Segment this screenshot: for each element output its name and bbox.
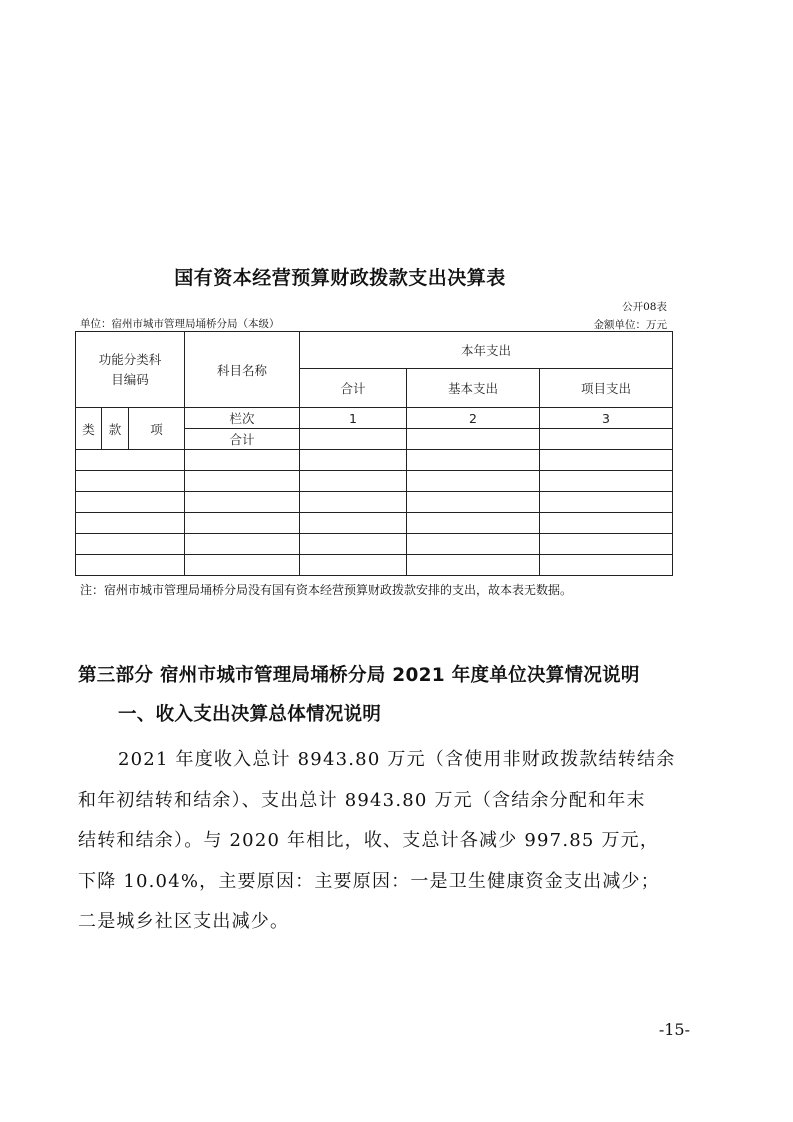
form-number: 公开08表	[622, 301, 667, 313]
column-number-1: 1	[300, 408, 407, 429]
header-total: 合计	[300, 369, 407, 408]
table-cell	[407, 492, 540, 513]
table-cell	[76, 513, 185, 534]
table-cell	[76, 555, 185, 576]
table-note: 注：宿州市城市管理局埇桥分局没有国有资本经营预算财政拨款安排的支出，故本表无数据。	[80, 583, 573, 597]
table-cell	[540, 534, 673, 555]
table-cell	[300, 471, 407, 492]
table-cell	[407, 429, 540, 450]
table-cell	[300, 450, 407, 471]
row-column-label: 栏次	[185, 408, 300, 429]
table-row	[76, 555, 673, 576]
header-project-expenditure: 项目支出	[540, 369, 673, 408]
table-cell	[76, 492, 185, 513]
code-kuan: 款	[102, 408, 129, 450]
table-cell	[407, 471, 540, 492]
row-total-label: 合计	[185, 429, 300, 450]
header-basic-expenditure: 基本支出	[407, 369, 540, 408]
table-cell	[540, 450, 673, 471]
table-cell	[300, 534, 407, 555]
header-category-code: 功能分类科目编码	[76, 332, 185, 408]
table-cell	[407, 450, 540, 471]
paragraph-line: 二是城乡社区支出减少。	[78, 911, 290, 932]
header-subject-name: 科目名称	[185, 332, 300, 408]
table-cell	[300, 513, 407, 534]
paragraph-line: 下降 10.04%，主要原因：主要原因：一是卫生健康资金支出减少；	[78, 870, 660, 892]
table-cell	[300, 429, 407, 450]
column-number-2: 2	[407, 408, 540, 429]
table-cell	[540, 471, 673, 492]
sub-heading: 一、收入支出决算总体情况说明	[118, 704, 382, 725]
table-cell	[407, 555, 540, 576]
body-paragraph	[78, 740, 698, 943]
amount-unit: 金额单位：万元	[593, 319, 667, 331]
header-current-year-expenditure: 本年支出	[300, 332, 673, 369]
table-cell	[185, 555, 300, 576]
table-cell	[185, 492, 300, 513]
paragraph-line: 和年初结转和结余）、支出总计 8943.80 万元（含结余分配和年末	[78, 789, 646, 811]
expenditure-table	[75, 331, 673, 576]
table-cell	[540, 513, 673, 534]
unit-label: 单位：宿州市城市管理局埇桥分局（本级）	[80, 318, 280, 330]
table-cell	[185, 513, 300, 534]
section-heading: 第三部分 宿州市城市管理局埇桥分局 2021 年度单位决算情况说明	[78, 665, 640, 686]
page-number: -15-	[658, 1020, 690, 1039]
code-lei: 类	[76, 408, 102, 450]
table-cell	[540, 492, 673, 513]
paragraph-line: 结转和结余）。与 2020 年相比，收、支总计各减少 997.85 万元，	[78, 830, 660, 851]
table-cell	[407, 534, 540, 555]
table-row	[76, 492, 673, 513]
table-cell	[76, 471, 185, 492]
table-row	[76, 471, 673, 492]
paragraph-line: 2021 年度收入总计 8943.80 万元（含使用非财政拨款结转结余	[118, 749, 676, 770]
table-cell	[407, 513, 540, 534]
table-cell	[185, 534, 300, 555]
table-cell	[185, 471, 300, 492]
code-xiang: 项	[129, 408, 185, 450]
table-cell	[540, 429, 673, 450]
table-cell	[300, 492, 407, 513]
table-row	[76, 513, 673, 534]
table-cell	[300, 555, 407, 576]
table-row	[76, 534, 673, 555]
table-row	[76, 450, 673, 471]
table-cell	[76, 450, 185, 471]
table-cell	[76, 534, 185, 555]
table-title: 国有资本经营预算财政拨款支出决算表	[174, 267, 506, 289]
table-cell	[185, 450, 300, 471]
column-number-3: 3	[540, 408, 673, 429]
table-cell	[540, 555, 673, 576]
